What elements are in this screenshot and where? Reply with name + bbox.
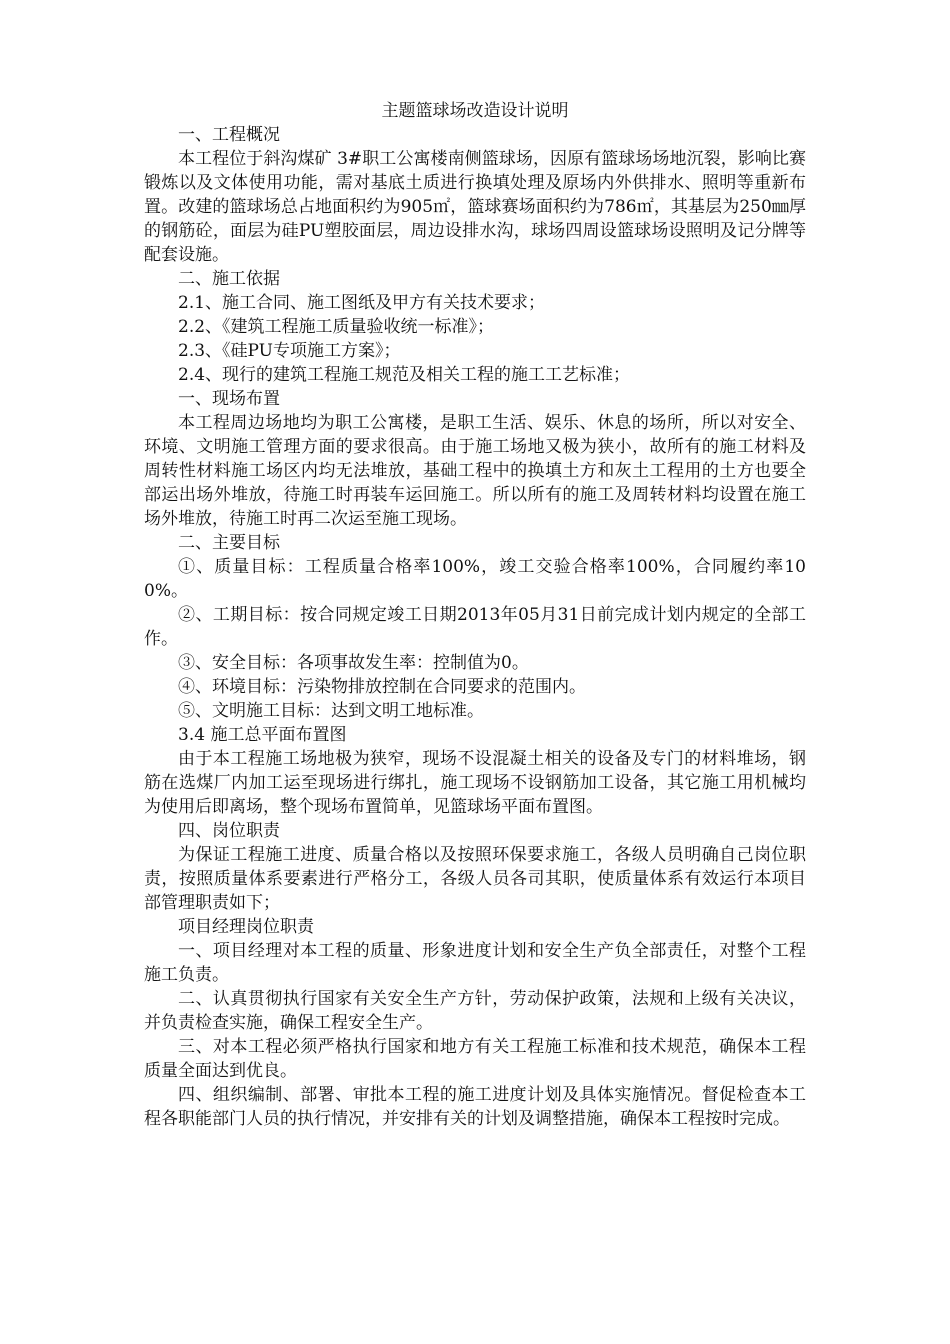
- list-item-basis-3: 2.3、《硅PU专项施工方案》；: [178, 341, 401, 361]
- goal-safety: ③、安全目标：各项事故发生率：控制值为0。: [178, 653, 529, 673]
- pm-duty-4: 四、组织编制、部署、审批本工程的施工进度计划及具体实施情况。督促检查本工程各职能部门人员的执行情况，并安排有关的计划及调整措施，确保本工程按时完成。: [144, 1085, 806, 1129]
- goal-schedule: ②、工期目标：按合同规定竣工日期2013年05月31日前完成计划内规定的全部工作。: [144, 605, 806, 649]
- section-heading-site-plan: 3.4 施工总平面布置图: [178, 725, 347, 745]
- section-heading-basis: 二、施工依据: [178, 269, 280, 289]
- pm-duty-3: 三、对本工程必须严格执行国家和地方有关工程施工标准和技术规范，确保本工程质量全面达到优良。: [144, 1037, 806, 1081]
- paragraph-site-layout: 本工程周边场地均为职工公寓楼，是职工生活、娱乐、休息的场所，所以对安全、环境、文明施工管理方面的要求很高。由于施工场地又极为狭小，故所有的施工材料及周转性材料施工场区内均无法堆放，基础工程中的换填土方和灰土工程用的土方也要全部运出场外堆放，待施工时再装车运回施工。所以所有的施工及周转材料均设置在施工场外堆放，待施工时再二次运至施工现场。: [144, 413, 806, 529]
- section-heading-goals: 二、主要目标: [178, 533, 280, 553]
- pm-duty-1: 一、项目经理对本工程的质量、形象进度计划和安全生产负全部责任，对整个工程施工负责。: [144, 941, 806, 985]
- goal-quality: ①、质量目标：工程质量合格率100%，竣工交验合格率100%，合同履约率100%。: [144, 557, 806, 601]
- document-title: 主题篮球场改造设计说明: [381, 101, 569, 121]
- goal-civilized: ⑤、文明施工目标：达到文明工地标准。: [178, 701, 484, 721]
- list-item-basis-1: 2.1、施工合同、施工图纸及甲方有关技术要求；: [178, 293, 546, 313]
- paragraph-duties: 为保证工程施工进度、质量合格以及按照环保要求施工，各级人员明确自己岗位职责，按照质量体系要素进行严格分工，各级人员各司其职，使质量体系有效运行本项目部管理职责如下；: [144, 845, 806, 913]
- paragraph-site-plan: 由于本工程施工场地极为狭窄，现场不设混凝土相关的设备及专门的材料堆场，钢筋在选煤厂内加工运至现场进行绑扎，施工现场不设钢筋加工设备，其它施工用机械均为使用后即离场，整个现场布置简单，见篮球场平面布置图。: [144, 749, 806, 817]
- section-heading-site-layout: 一、现场布置: [178, 389, 280, 409]
- section-heading-duties: 四、岗位职责: [178, 821, 280, 841]
- goal-environment: ④、环境目标：污染物排放控制在合同要求的范围内。: [178, 677, 586, 697]
- section-heading-overview: 一、工程概况: [178, 125, 280, 145]
- list-item-basis-4: 2.4、现行的建筑工程施工规范及相关工程的施工工艺标准；: [178, 365, 631, 385]
- list-item-basis-2: 2.2、《建筑工程施工质量验收统一标准》；: [178, 317, 495, 337]
- subheading-pm-duties: 项目经理岗位职责: [178, 917, 314, 937]
- paragraph-overview: 本工程位于斜沟煤矿 3#职工公寓楼南侧篮球场，因原有篮球场场地沉裂，影响比赛锻炼以及文体使用功能，需对基底土质进行换填处理及原场内外供排水、照明等重新布置。改建的篮球场总占地面积约为905㎡，篮球赛场面积约为786㎡，其基层为250㎜厚的钢筋砼，面层为硅PU塑胶面层，周边设排水沟，球场四周设篮球场设照明及记分牌等配套设施。: [144, 149, 806, 265]
- pm-duty-2: 二、认真贯彻执行国家有关安全生产方针，劳动保护政策，法规和上级有关决议，并负责检查实施，确保工程安全生产。: [144, 989, 806, 1033]
